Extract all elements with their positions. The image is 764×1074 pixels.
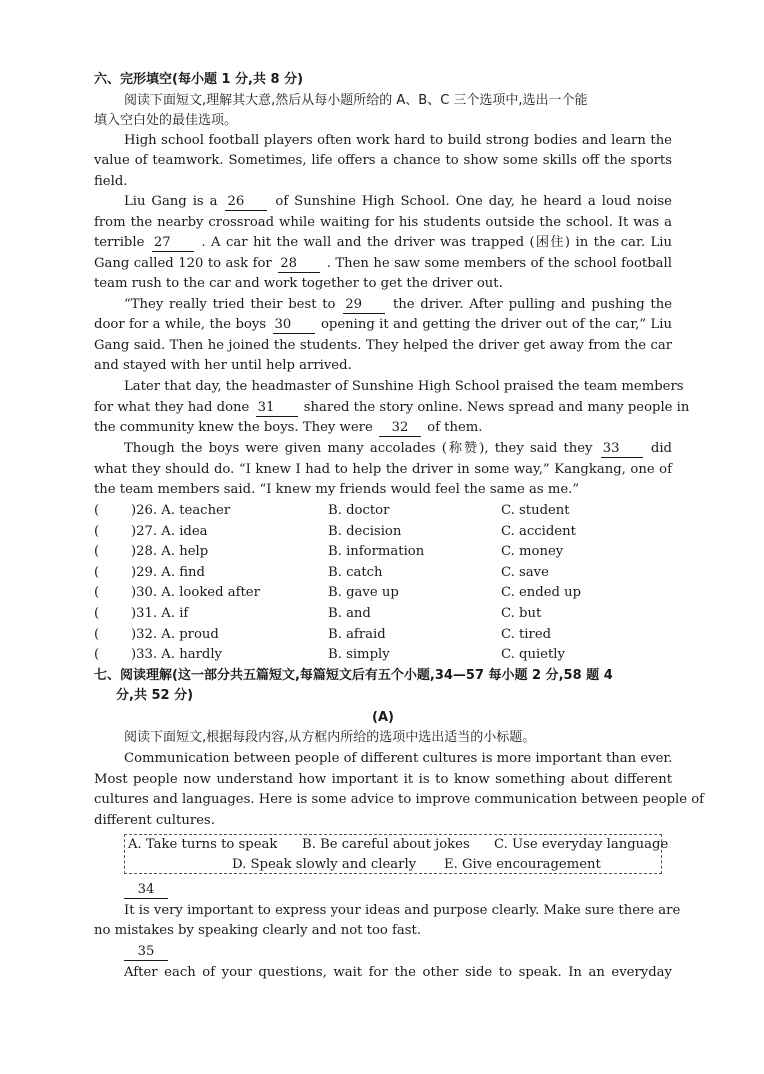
blank-35: 35	[124, 944, 168, 961]
passage-line: team rush to the car and work together to get the driver out.	[94, 276, 503, 291]
section-seven-title-line2: 分,共 52 分)	[116, 688, 194, 703]
passage-text: Liu Gang is a	[124, 194, 218, 209]
blank-34: 34	[124, 882, 168, 899]
passage-line	[94, 254, 672, 274]
passage-text: “They really tried their best to	[124, 297, 336, 312]
section-six-instruction-line1: 阅读下面短文,理解其大意,然后从每小题所给的 A、B、C 三个选项中,选出一个能	[124, 93, 588, 108]
option-b: B. Be careful about jokes	[302, 837, 470, 852]
passage-line: cultures and languages. Here is some advice to improve communication between people of	[94, 792, 705, 807]
question-option-b: B. and	[328, 606, 371, 621]
question-option-b: B. doctor	[328, 503, 390, 518]
passage-line	[124, 192, 672, 212]
question-paren: (	[94, 523, 100, 539]
question-option-a: )30. A. looked after	[131, 585, 260, 601]
section-six-instruction-line2: 填入空白处的最佳选项。	[94, 113, 238, 128]
question-option-a: )32. A. proud	[131, 626, 219, 642]
question-option-a: )28. A. help	[131, 544, 209, 560]
passage-line: Gang said. Then he joined the students. They helped the driver get away from the car	[94, 338, 672, 353]
blank-29: 29	[343, 297, 385, 314]
question-option-c: C. ended up	[501, 585, 582, 601]
question-option-c: C. accident	[501, 523, 576, 539]
answer-line-35	[124, 942, 168, 962]
passage-line	[94, 398, 690, 418]
blank-26: 26	[225, 194, 267, 211]
question-option-b: B. decision	[328, 523, 402, 539]
question-option-c: C. tired	[501, 626, 552, 642]
question-option-b: B. simply	[328, 647, 390, 663]
blank-31: 31	[256, 400, 298, 417]
section-six-title: 六、完形填空(每小题 1 分,共 8 分)	[94, 72, 304, 87]
passage-text: door for a while, the boys	[94, 317, 267, 332]
question-option-a: )31. A. if	[131, 606, 189, 621]
blank-32: 32	[379, 420, 421, 437]
question-option-a: )29. A. find	[131, 564, 205, 580]
passage-line: Most people now understand how important it is to know something about different	[94, 772, 672, 787]
blank-28: 28	[278, 256, 320, 273]
question-option-a: )26. A. teacher	[131, 503, 231, 518]
question-option-b: B. gave up	[328, 585, 399, 601]
passage-line: the team members said. “I knew my friends would feel the same as me.”	[94, 482, 580, 497]
passage-text: the community knew the boys. They were	[94, 420, 373, 435]
passage-a-label: (A)	[372, 710, 394, 725]
passage-line: It is very important to express your ideas and purpose clearly. Make sure there are	[124, 903, 681, 918]
passage-line	[94, 418, 482, 438]
passage-line: and stayed with her until help arrived.	[94, 358, 352, 373]
question-option-b: B. catch	[328, 564, 383, 580]
question-paren: (	[94, 503, 100, 518]
passage-line	[94, 315, 672, 335]
question-paren: (	[94, 585, 100, 601]
passage-line	[124, 295, 672, 315]
passage-line	[94, 233, 672, 253]
option-d: D. Speak slowly and clearly	[232, 857, 417, 872]
question-paren: (	[94, 647, 100, 663]
option-e: E. Give encouragement	[444, 857, 601, 872]
answer-line-34	[124, 880, 168, 900]
passage-text: . A car hit the wall and the driver was trapped (困住) in the car. Liu	[201, 235, 672, 250]
passage-line: value of teamwork. Sometimes, life offers a chance to show some skills off the sports	[94, 153, 672, 168]
passage-text: did	[650, 441, 672, 456]
question-paren: (	[94, 544, 100, 560]
passage-text: . Then he saw some members of the school football	[326, 256, 672, 271]
passage-line: different cultures.	[94, 813, 215, 828]
passage-text: Though the boys were given many accolades (称赞), they said they	[124, 441, 593, 456]
passage-line: what they should do. “I knew I had to help the driver in some way,” Kangkang, one of	[94, 462, 672, 477]
question-option-a: )27. A. idea	[131, 523, 208, 539]
passage-line: Communication between people of different cultures is more important than ever.	[124, 751, 673, 766]
option-a: A. Take turns to speak	[128, 837, 278, 852]
passage-text: Gang called 120 to ask for	[94, 256, 272, 271]
section-seven-title-line1: 七、阅读理解(这一部分共五篇短文,每篇短文后有五个小题,34—57 每小题 2 分,58 题 4	[94, 668, 613, 683]
passage-text: shared the story online. News spread and many people in	[303, 400, 690, 415]
question-paren: (	[94, 626, 100, 642]
question-option-c: C. money	[501, 544, 564, 560]
blank-30: 30	[273, 317, 315, 334]
question-option-b: B. information	[328, 544, 425, 560]
section-seven-instruction: 阅读下面短文,根据每段内容,从方框内所给的选项中选出适当的小标题。	[124, 730, 536, 745]
passage-text: of them.	[427, 420, 483, 435]
question-option-c: C. but	[501, 606, 542, 621]
passage-text: terrible	[94, 235, 145, 250]
passage-text: opening it and getting the driver out of the car,” Liu	[320, 317, 672, 332]
question-option-c: C. student	[501, 503, 570, 518]
blank-33: 33	[601, 441, 643, 458]
question-paren: (	[94, 606, 100, 621]
passage-text: the driver. After pulling and pushing the	[392, 297, 673, 312]
passage-line: After each of your questions, wait for the other side to speak. In an everyday	[124, 965, 672, 980]
passage-line: Later that day, the headmaster of Sunshine High School praised the team members	[124, 379, 684, 394]
option-c: C. Use everyday language	[494, 837, 669, 852]
passage-text: of Sunshine High School. One day, he heard a loud noise	[275, 194, 672, 209]
passage-text: for what they had done	[94, 400, 250, 415]
question-option-a: )33. A. hardly	[131, 647, 222, 663]
question-option-c: C. save	[501, 564, 549, 580]
question-paren: (	[94, 564, 100, 580]
question-option-b: B. afraid	[328, 626, 386, 642]
passage-line: from the nearby crossroad while waiting for his students outside the school. It was a	[94, 215, 672, 230]
passage-line: no mistakes by speaking clearly and not too fast.	[94, 923, 422, 938]
passage-line	[124, 439, 672, 459]
question-option-c: C. quietly	[501, 647, 565, 663]
passage-line: High school football players often work hard to build strong bodies and learn the	[124, 133, 672, 148]
passage-line: field.	[94, 174, 128, 189]
blank-27: 27	[152, 235, 194, 252]
